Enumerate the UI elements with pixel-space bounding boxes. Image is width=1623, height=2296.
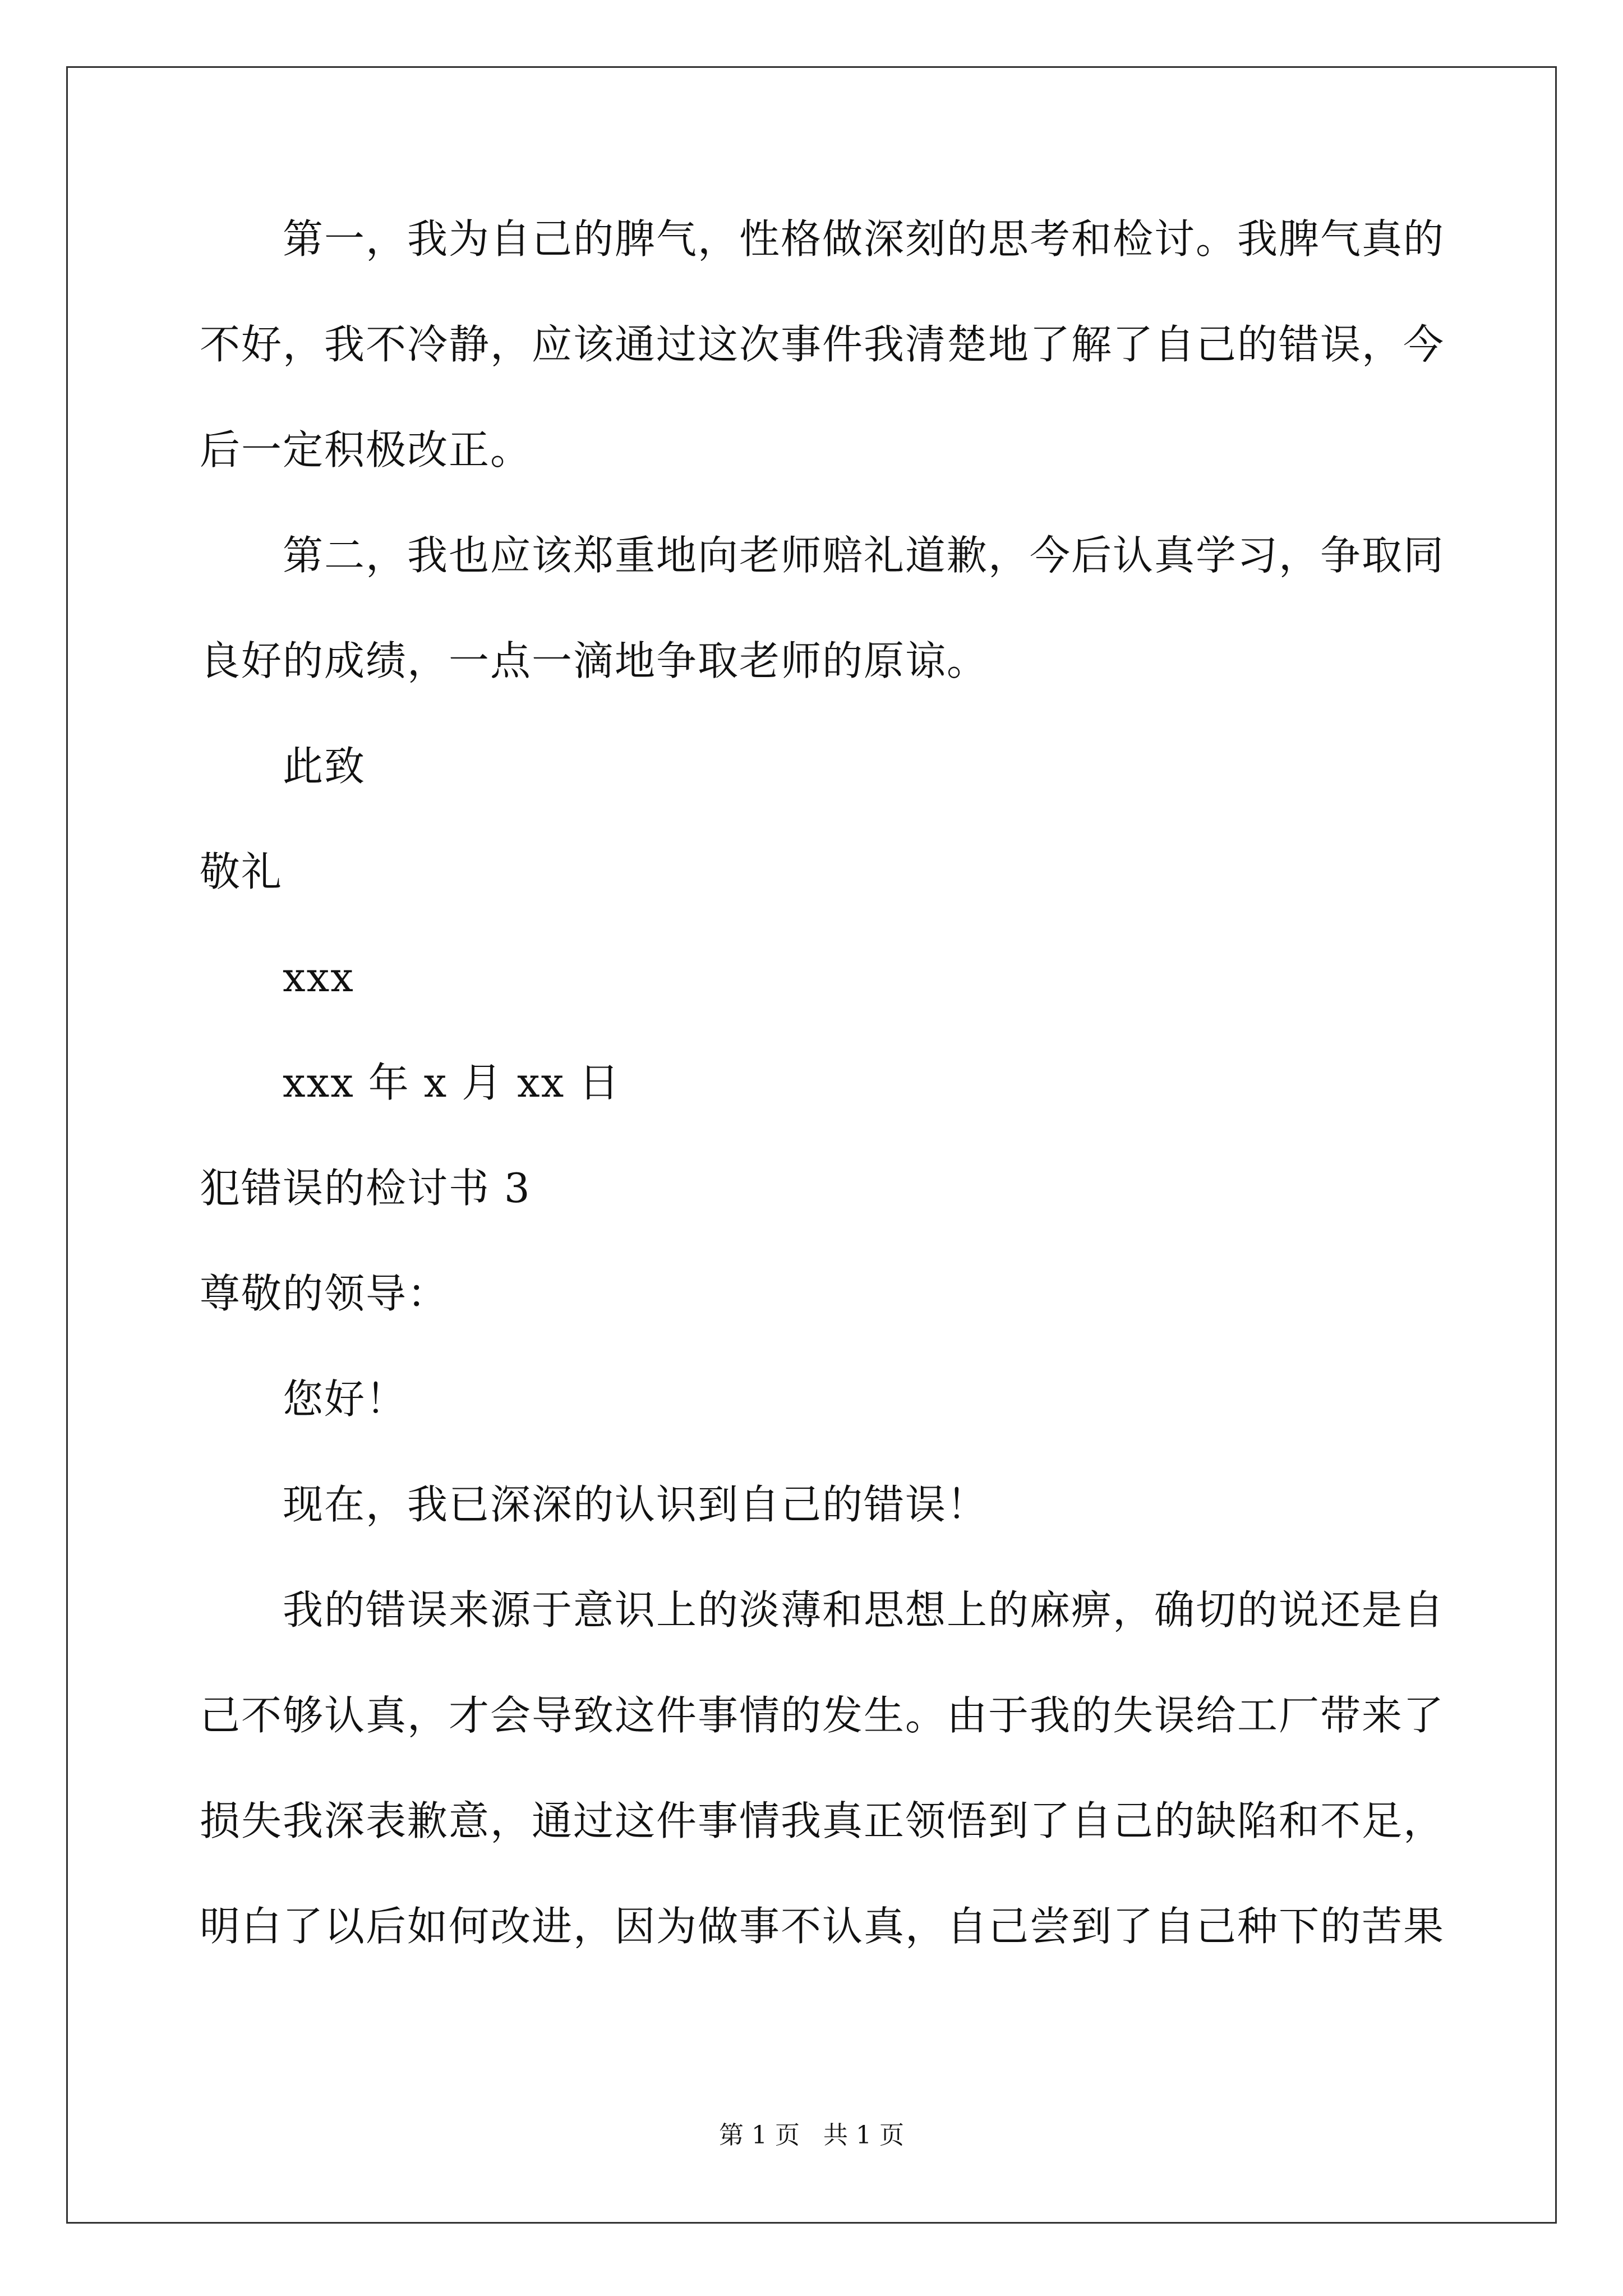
- letter-addressee: 尊敬的领导：: [200, 1270, 449, 1317]
- signature-date: xxx 年 x 月 xx 日: [283, 1059, 621, 1106]
- closing-regards: 敬礼: [200, 848, 283, 895]
- page-border: [66, 66, 1557, 2224]
- paragraph-line: 己不够认真，才会导致这件事情的发生。由于我的失误给工厂带来了: [200, 1692, 1445, 1739]
- paragraph-line: 损失我深表歉意，通过这件事情我真正领悟到了自己的缺陷和不足，: [200, 1797, 1445, 1844]
- paragraph-line: 第二，我也应该郑重地向老师赔礼道歉，今后认真学习，争取同: [283, 532, 1445, 579]
- paragraph-line: 良好的成绩，一点一滴地争取老师的原谅。: [200, 637, 989, 684]
- paragraph-line: 现在，我已深深的认识到自己的错误！: [283, 1481, 989, 1528]
- section-title: 犯错误的检讨书 3: [200, 1165, 531, 1212]
- letter-greeting: 您好！: [283, 1375, 408, 1423]
- signature-name: xxx: [283, 954, 354, 1001]
- paragraph-line: 后一定积极改正。: [200, 426, 532, 473]
- paragraph-line: 不好，我不冷静，应该通过这次事件我清楚地了解了自己的错误，今: [200, 321, 1445, 368]
- paragraph-line: 第一，我为自己的脾气，性格做深刻的思考和检讨。我脾气真的: [283, 215, 1445, 263]
- page-number-footer: 第 1 页 共 1 页: [719, 2121, 904, 2150]
- paragraph-line: 明白了以后如何改进，因为做事不认真，自己尝到了自己种下的苦果: [200, 1903, 1445, 1950]
- paragraph-line: 我的错误来源于意识上的淡薄和思想上的麻痹，确切的说还是自: [283, 1586, 1445, 1634]
- closing-salutation: 此致: [283, 743, 366, 790]
